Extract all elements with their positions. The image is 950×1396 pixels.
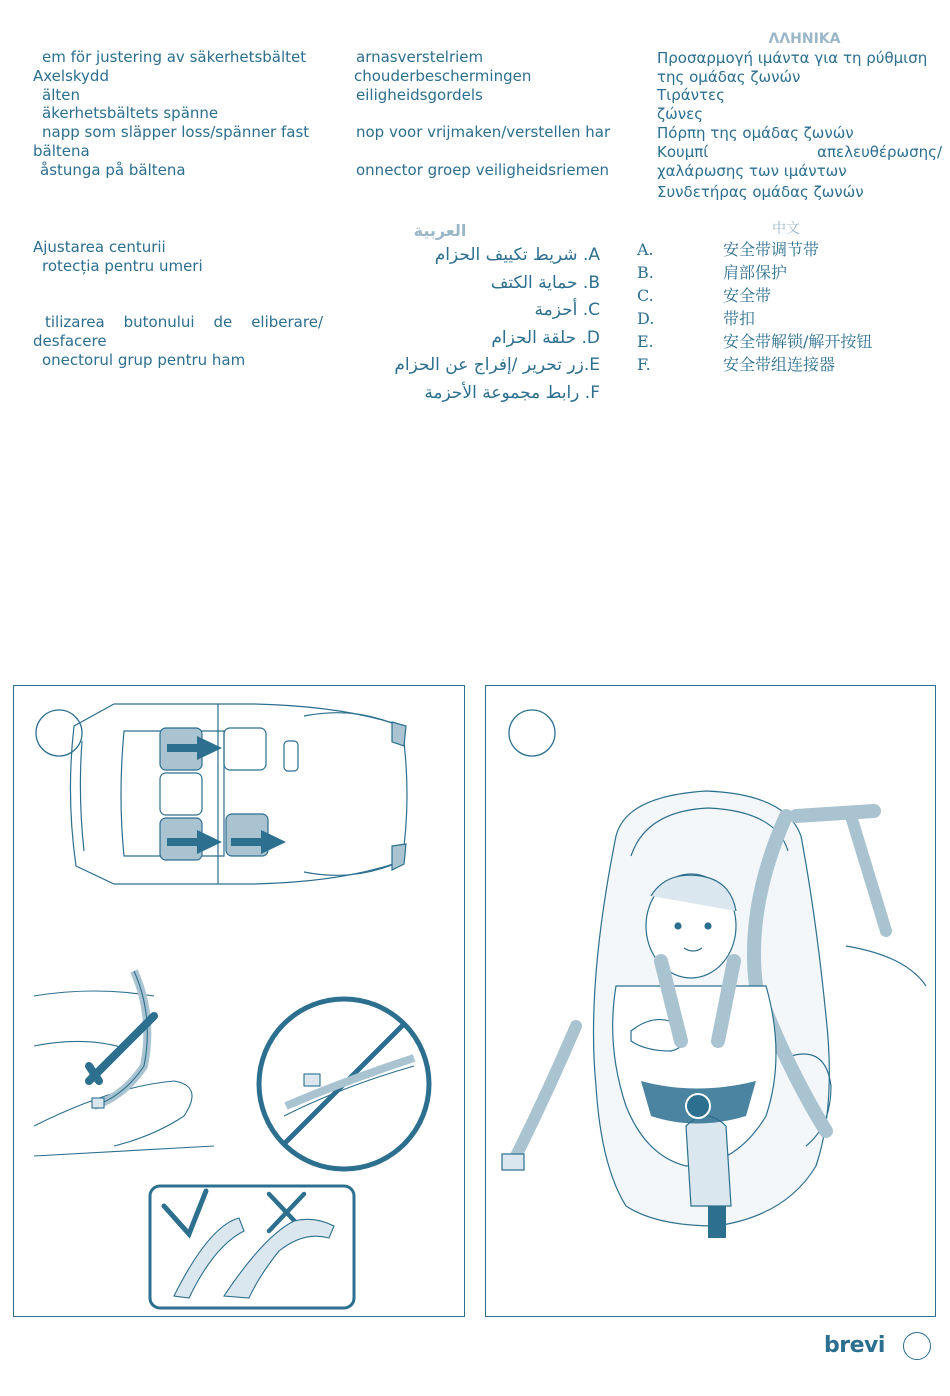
sv-line-e2: bältena [33, 141, 90, 160]
nl-line-e: nop voor vrijmaken/verstellen har [356, 123, 611, 142]
el-line-b: Τιράντες [657, 86, 725, 105]
child-seat-harness-panel [485, 685, 936, 1317]
ro-spacer [33, 276, 323, 295]
nl-line-f: onnector groep veiligheidsriemen [356, 160, 609, 179]
swedish-parts-list [33, 48, 323, 180]
zh-letter: C. [637, 286, 654, 305]
ar-line-f: F. رابط مجموعة الأحزمة [424, 382, 600, 403]
child-seat-harness-illustration [486, 686, 935, 1316]
step-circle [36, 710, 82, 756]
step-circle [509, 710, 555, 756]
el-line-f: Συνδετήρας ομάδας ζωνών [657, 183, 864, 202]
chinese-heading: 中文 [772, 221, 800, 237]
zh-text: 安全带组连接器 [723, 355, 836, 374]
ar-line-c: C. أحزمة [534, 300, 600, 320]
nl-line-spacer [354, 104, 624, 123]
el-line-d: Πόρπη της ομάδας ζωνών [657, 123, 854, 142]
ro-line-b: rotecția pentru umeri [42, 256, 203, 275]
correct-belt-position-illustration [34, 971, 214, 1156]
strap-twist-illustration [150, 1186, 354, 1308]
arabic-parts-list [380, 220, 600, 407]
nl-line-b: chouderbeschermingen [354, 66, 532, 85]
ro-line-e2: desfacere [33, 331, 107, 350]
romanian-parts-list [33, 238, 323, 370]
zh-text: 安全带解锁/解开按钮 [723, 332, 873, 351]
page-number-circle [903, 1332, 931, 1360]
installation-diagram-panel [13, 685, 465, 1317]
car-top-view-illustration [70, 704, 407, 884]
zh-letter: B. [637, 263, 654, 282]
nl-line-spacer2 [354, 142, 624, 161]
ro-spacer2 [33, 294, 323, 313]
zh-letter: D. [637, 309, 655, 328]
zh-text: 肩部保护 [723, 263, 788, 282]
sv-line-d: äkerhetsbältets spänne [42, 104, 219, 123]
zh-row-f [637, 353, 897, 376]
ar-line-d: D. حلقة الحزام [491, 327, 600, 348]
brevi-logo: brevi [824, 1333, 885, 1358]
ar-line-e: E.زر تحرير /إفراج عن الحزام [394, 355, 600, 375]
el-line-c: ζώνες [657, 105, 704, 124]
ar-line-a: A. شريط تكييف الحزام [434, 245, 600, 265]
greek-parts-list [657, 30, 942, 202]
arabic-heading: العربية [413, 221, 467, 240]
installation-illustrations [14, 686, 464, 1316]
zh-text: 带扣 [723, 309, 756, 328]
zh-row-d [637, 307, 897, 330]
zh-letter: E. [637, 332, 654, 351]
zh-row-a [637, 238, 897, 261]
el-line-e2: χαλάρωσης των ιμάντων [657, 161, 847, 180]
zh-text: 安全带调节带 [723, 240, 820, 259]
prohibited-belt-illustration [259, 999, 429, 1169]
nl-line-a: arnasverstelriem [356, 48, 484, 66]
sv-line-f: åstunga på bältena [40, 160, 186, 179]
zh-letter: A. [637, 240, 654, 259]
sv-line-e: napp som släpper loss/spänner fast [42, 123, 310, 142]
zh-row-e [637, 330, 897, 353]
zh-row-c [637, 284, 897, 307]
ro-line-f: onectorul grup pentru ham [42, 350, 246, 369]
chinese-parts-list [637, 220, 897, 376]
sv-line-b: Axelskydd [33, 66, 109, 85]
zh-letter: F. [637, 355, 651, 374]
greek-heading: ΛΛΗΝΙΚΑ [768, 31, 841, 47]
el-line-a2: της ομάδας ζωνών [657, 67, 801, 86]
zh-text: 安全带 [723, 286, 772, 305]
dutch-parts-list [354, 48, 624, 180]
sv-line-a: em för justering av säkerhetsbältet [42, 48, 307, 66]
el-line-a: Προσαρμογή ιμάντα για τη ρύθμιση [657, 48, 928, 67]
zh-row-b [637, 261, 897, 284]
sv-line-c: älten [42, 85, 80, 104]
ar-line-b: B. حماية الكتف [490, 272, 600, 293]
ro-line-a: Ajustarea centurii [33, 238, 166, 256]
el-line-e: Κουμπί απελευθέρωσης/ [657, 142, 942, 161]
nl-line-c: eiligheidsgordels [356, 85, 483, 104]
ro-line-e: tilizarea butonului de eliberare/ [45, 313, 323, 332]
